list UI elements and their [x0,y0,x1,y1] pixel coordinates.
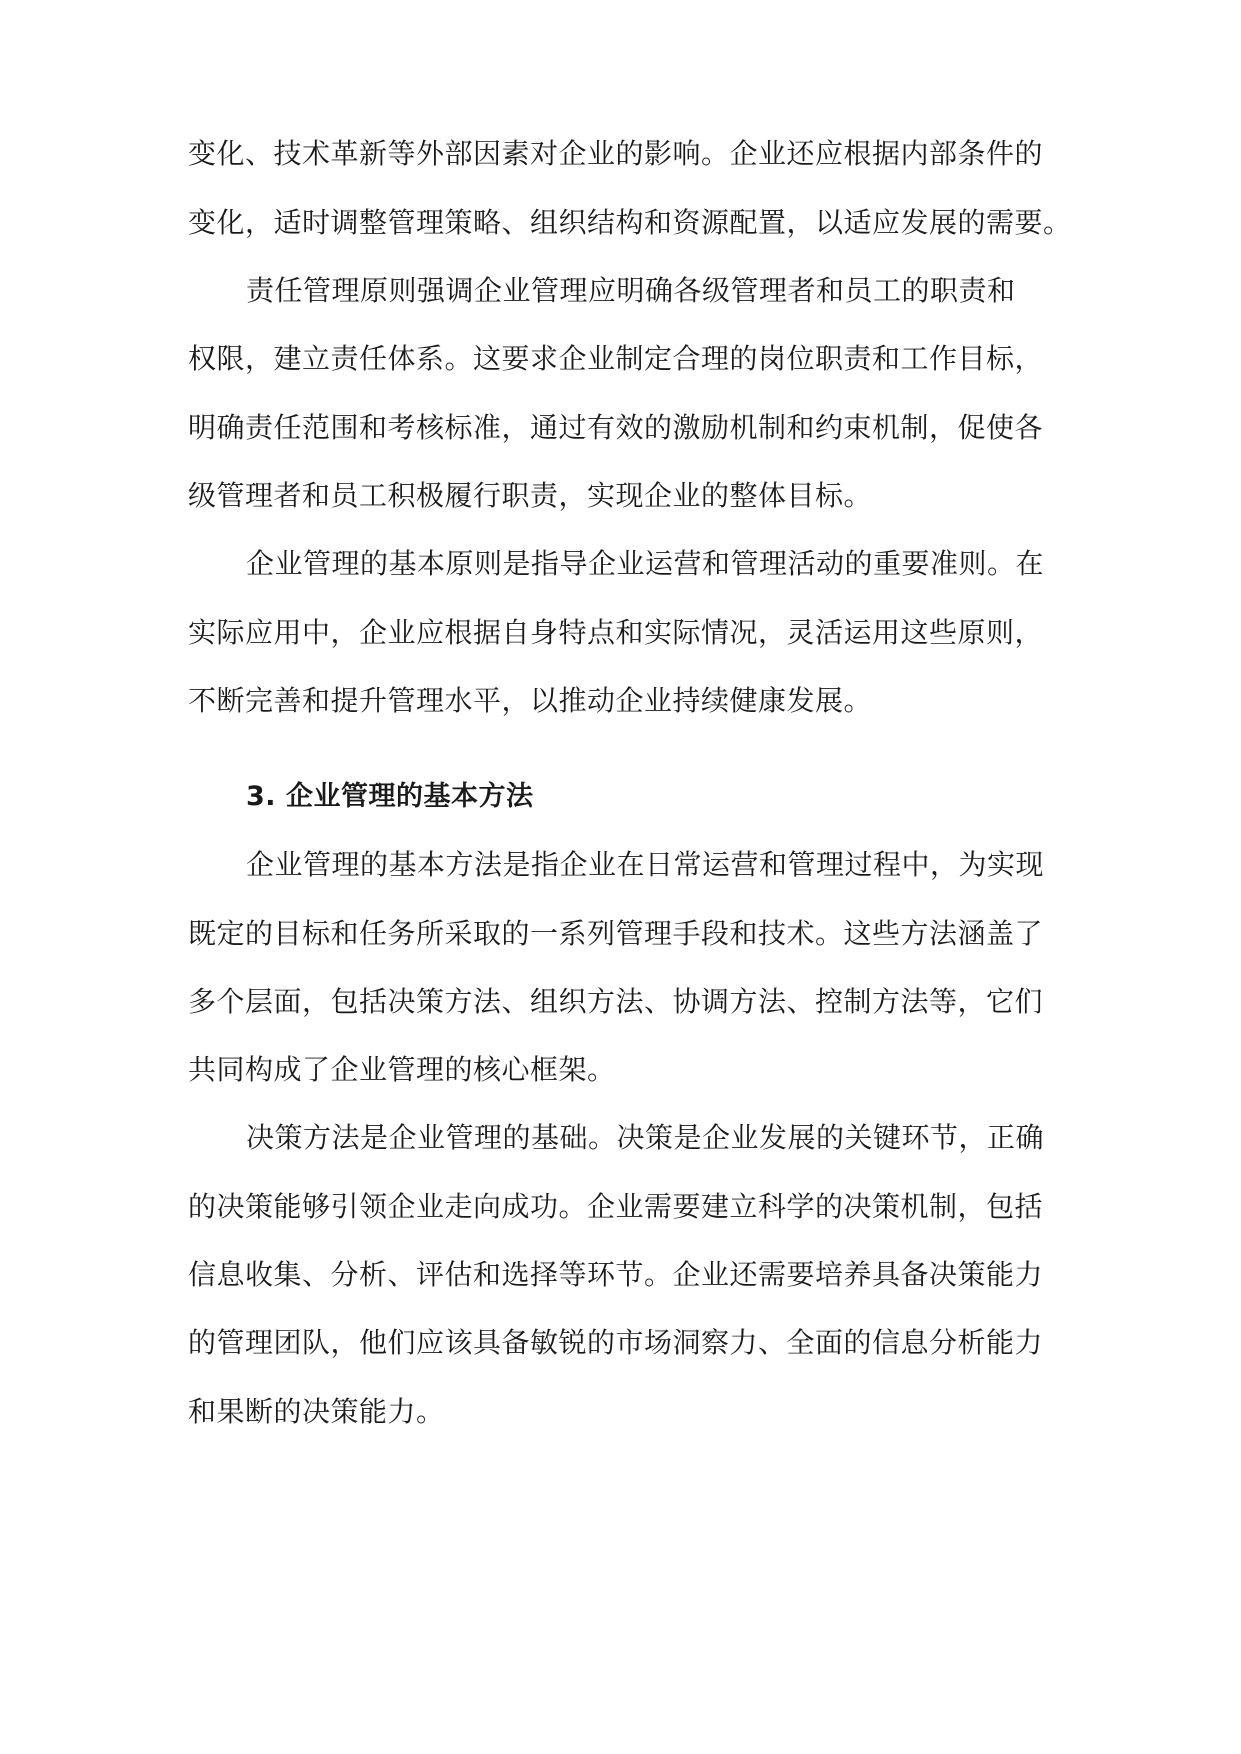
paragraph-first-line: 企业管理的基本原则是指导企业运营和管理活动的重要准则。在 [246,547,1045,580]
text-line: 权限，建立责任体系。这要求企业制定合理的岗位职责和工作目标， [188,342,1044,375]
text-line: 的管理团队，他们应该具备敏锐的市场洞察力、全面的信息分析能力 [188,1326,1044,1359]
text-line: 实际应用中，企业应根据自身特点和实际情况，灵活运用这些原则， [188,616,1044,649]
paragraph-first-line: 企业管理的基本方法是指企业在日常运营和管理过程中，为实现 [246,848,1045,881]
text-line: 信息收集、分析、评估和选择等环节。企业还需要培养具备决策能力 [188,1258,1044,1291]
paragraph-first-line: 决策方法是企业管理的基础。决策是企业发展的关键环节，正确 [246,1121,1045,1154]
text-line: 不断完善和提升管理水平，以推动企业持续健康发展。 [188,684,873,717]
text-line: 共同构成了企业管理的核心框架。 [188,1053,616,1086]
text-line: 的决策能够引领企业走向成功。企业需要建立科学的决策机制，包括 [188,1190,1044,1223]
text-line: 级管理者和员工积极履行职责，实现企业的整体目标。 [188,479,873,512]
text-line: 既定的目标和任务所采取的一系列管理手段和技术。这些方法涵盖了 [188,917,1044,950]
section-heading: 3. 企业管理的基本方法 [246,781,534,812]
paragraph-first-line: 责任管理原则强调企业管理应明确各级管理者和员工的职责和 [246,274,1016,307]
text-line: 多个层面，包括决策方法、组织方法、协调方法、控制方法等，它们 [188,985,1044,1018]
text-line: 和果断的决策能力。 [188,1395,445,1428]
text-line: 明确责任范围和考核标准，通过有效的激励机制和约束机制，促使各 [188,411,1044,444]
text-line: 变化、技术革新等外部因素对企业的影响。企业还应根据内部条件的 [188,137,1044,170]
text-line: 变化，适时调整管理策略、组织结构和资源配置，以适应发展的需要。 [188,206,1072,239]
